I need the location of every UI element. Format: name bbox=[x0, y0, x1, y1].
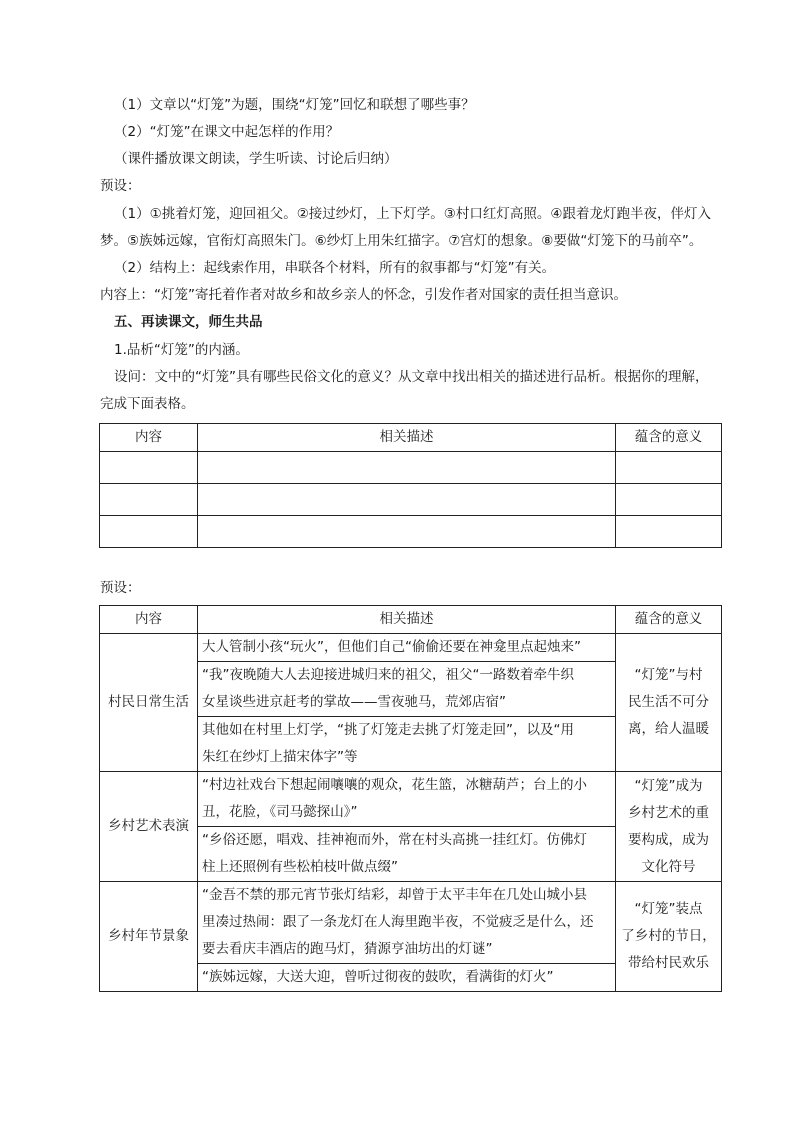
description-cell bbox=[198, 717, 616, 772]
description-line: “族姊远嫁，大送大迎，曾听过彻夜的鼓吹，看满街的灯火” bbox=[202, 969, 554, 985]
blank-cell[interactable] bbox=[616, 452, 722, 484]
blank-cell[interactable] bbox=[100, 452, 198, 484]
description-cell bbox=[198, 662, 616, 717]
table-row bbox=[100, 882, 722, 964]
description-cell bbox=[198, 827, 616, 882]
meaning-line: 要构成，成为 bbox=[628, 831, 709, 848]
meaning-line: 离，给人温暖 bbox=[628, 721, 709, 737]
description-line: 要去看庆丰酒店的跑马灯，猜源亨油坊出的灯谜” bbox=[202, 941, 493, 957]
blank-cell[interactable] bbox=[100, 516, 198, 548]
meaning-line: 乡村艺术的重 bbox=[628, 804, 709, 821]
meaning-line: 民生活不可分 bbox=[628, 694, 709, 710]
filled-example-table bbox=[99, 605, 722, 992]
blank-worksheet-table bbox=[99, 423, 722, 548]
header-description: 相关描述 bbox=[198, 424, 616, 452]
blank-cell[interactable] bbox=[198, 516, 616, 548]
description-cell bbox=[198, 964, 616, 992]
task-line-1: 设问：文中的“灯笼”具有哪些民俗文化的意义？从文章中找出相关的描述进行品析。根据你的理解， bbox=[114, 369, 709, 385]
meaning-line: 带给村民欢乐 bbox=[628, 955, 709, 971]
header-content: 内容 bbox=[100, 606, 198, 634]
question-1: （1）文章以“灯笼”为题，围绕“灯笼”回忆和联想了哪些事？ bbox=[114, 97, 475, 113]
description-line: 里凑过热闹：跟了一条龙灯在人海里跑半夜，不觉疲乏是什么，还 bbox=[202, 914, 594, 930]
header-meaning: 蕴含的意义 bbox=[616, 424, 722, 452]
description-cell bbox=[198, 634, 616, 662]
meaning-line: 了乡村的节日， bbox=[621, 928, 716, 944]
description-line: 柱上还照例有些松柏枝叶做点缀” bbox=[202, 859, 398, 875]
blank-row bbox=[100, 516, 722, 548]
description-line: 其他如在村里上灯学，“挑了灯笼走去挑了灯笼走回”，以及“用 bbox=[202, 722, 574, 738]
meaning-line: “灯笼”与村 bbox=[634, 667, 703, 683]
blank-cell[interactable] bbox=[616, 516, 722, 548]
category-cell: 村民日常生活 bbox=[100, 634, 198, 772]
answer-1-line-1: （1）①挑着灯笼，迎回祖父。②接过纱灯，上下灯学。③村口红灯高照。④跟着龙灯跑半夜，伴灯入 bbox=[114, 206, 711, 222]
task-line-2: 完成下面表格。 bbox=[100, 396, 195, 412]
answer-3: 内容上：“灯笼”寄托着作者对故乡和故乡亲人的怀念，引发作者对国家的责任担当意识。 bbox=[100, 287, 627, 303]
preset-label-2: 预设： bbox=[100, 580, 141, 596]
meaning-cell bbox=[616, 882, 722, 992]
blank-cell[interactable] bbox=[616, 484, 722, 516]
teaching-note: （课件播放课文朗读，学生听读、讨论后归纳） bbox=[114, 151, 398, 167]
description-line: 大人管制小孩“玩火”，但他们自己“偷偷还要在神龛里点起烛来” bbox=[202, 639, 581, 655]
blank-row bbox=[100, 484, 722, 516]
preset-label: 预设： bbox=[100, 178, 141, 194]
description-line: “我”夜晚随大人去迎接进城归来的祖父，祖父“一路数着牵牛织 bbox=[202, 667, 574, 683]
meaning-line: “灯笼”装点 bbox=[634, 901, 703, 917]
meaning-cell bbox=[616, 772, 722, 882]
header-description: 相关描述 bbox=[198, 606, 616, 634]
blank-cell[interactable] bbox=[198, 484, 616, 516]
category-cell: 乡村年节景象 bbox=[100, 882, 198, 992]
description-line: 朱红在纱灯上描宋体字”等 bbox=[202, 749, 358, 765]
question-2: （2）“灯笼”在课文中起怎样的作用？ bbox=[114, 124, 340, 140]
description-line: “金吾不禁的那元宵节张灯结彩，却曾于太平丰年在几处山城小县 bbox=[202, 887, 587, 903]
section-heading: 五、再读课文，师生共品 bbox=[114, 314, 263, 330]
answer-2: （2）结构上：起线索作用，串联各个材料，所有的叙事都与“灯笼”有关。 bbox=[114, 260, 556, 276]
header-content: 内容 bbox=[100, 424, 198, 452]
table-row bbox=[100, 772, 722, 827]
description-cell bbox=[198, 772, 616, 827]
description-cell bbox=[198, 882, 616, 964]
meaning-line: 文化符号 bbox=[641, 858, 696, 875]
answer-1-line-2: 梦。⑤族姊远嫁，官衔灯高照朱门。⑥纱灯上用朱红描字。⑦宫灯的想象。⑧要做“灯笼下的马前卒”。 bbox=[100, 233, 703, 249]
blank-cell[interactable] bbox=[100, 484, 198, 516]
category-cell: 乡村艺术表演 bbox=[100, 772, 198, 882]
description-line: “村边社戏台下想起闹嚷嚷的观众，花生篮，冰糖葫芦；台上的小 bbox=[202, 777, 587, 793]
description-line: “乡俗还愿，唱戏、挂神袍而外，常在村头高挑一挂红灯。仿佛灯 bbox=[202, 832, 587, 848]
blank-row bbox=[100, 452, 722, 484]
meaning-cell bbox=[616, 634, 722, 772]
description-line: 女星谈些进京赶考的掌故——雪夜驰马，荒郊店宿” bbox=[202, 694, 506, 710]
table-row bbox=[100, 634, 722, 662]
meaning-line: “灯笼”成为 bbox=[634, 777, 703, 794]
header-meaning: 蕴含的意义 bbox=[616, 606, 722, 634]
description-line: 丑，花脸，《司马懿探山》” bbox=[202, 804, 358, 820]
item-heading: 1.品析“灯笼”的内涵。 bbox=[114, 342, 249, 358]
blank-cell[interactable] bbox=[198, 452, 616, 484]
